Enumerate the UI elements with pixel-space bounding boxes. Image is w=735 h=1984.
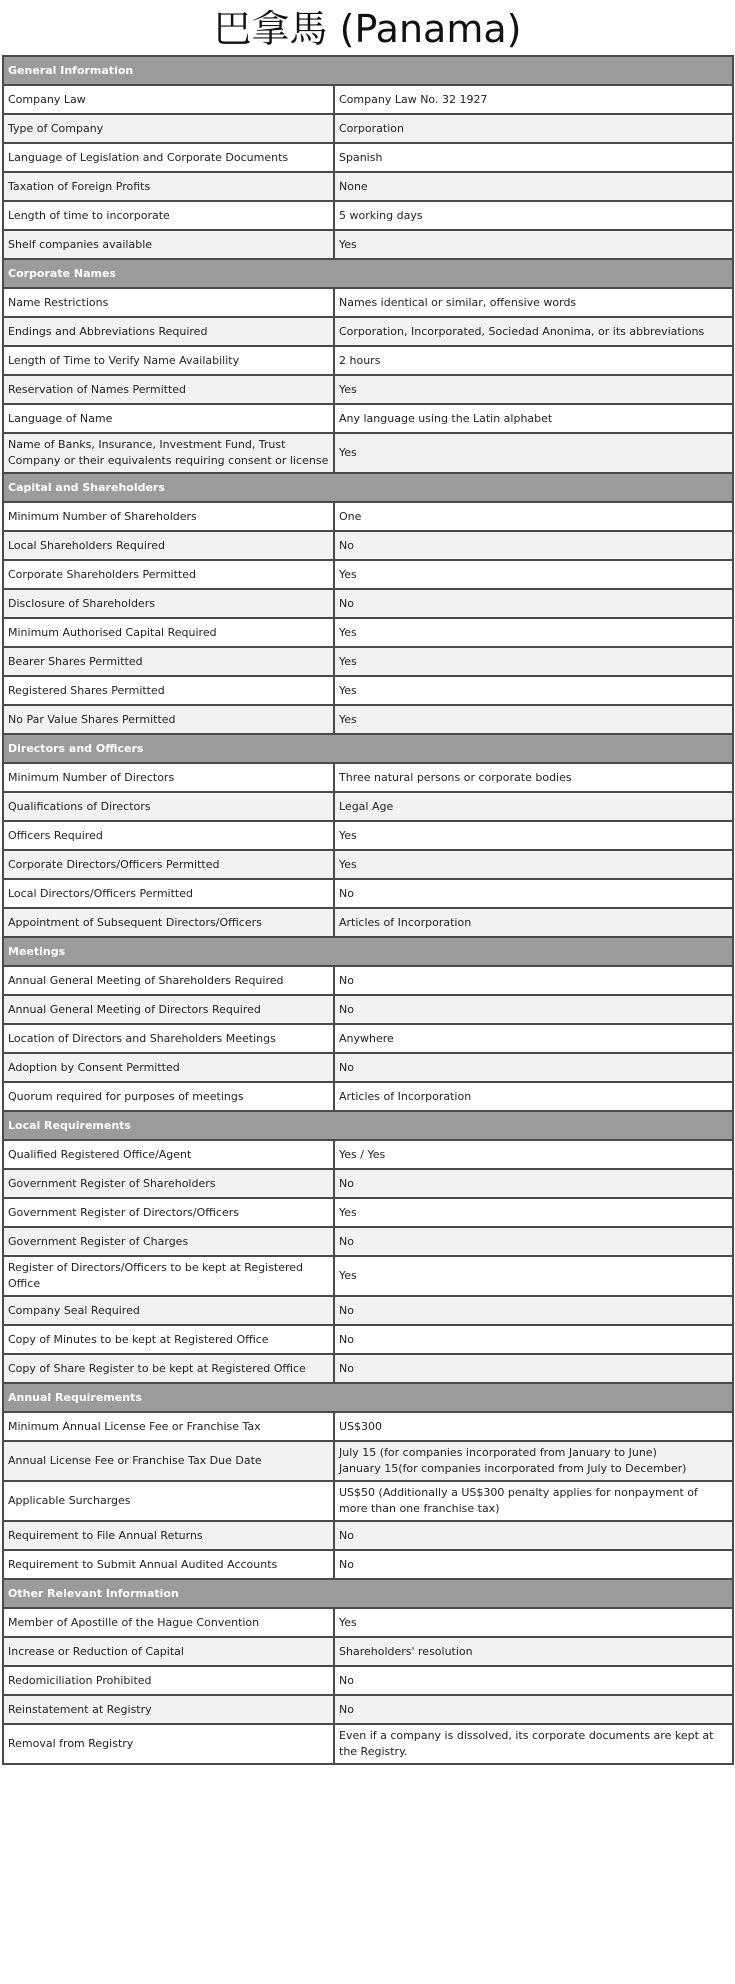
row-value: Yes bbox=[334, 1256, 733, 1296]
row-value: No bbox=[334, 1169, 733, 1198]
section-header bbox=[3, 1111, 733, 1140]
table-row bbox=[3, 404, 733, 433]
row-label: Requirement to File Annual Returns bbox=[3, 1521, 334, 1550]
row-label: Annual General Meeting of Directors Required bbox=[3, 995, 334, 1024]
table-row bbox=[3, 201, 733, 230]
table-row bbox=[3, 879, 733, 908]
row-value: Yes bbox=[334, 850, 733, 879]
table-row bbox=[3, 1550, 733, 1579]
section-header bbox=[3, 473, 733, 502]
row-label: Increase or Reduction of Capital bbox=[3, 1637, 334, 1666]
row-label: Minimum Authorised Capital Required bbox=[3, 618, 334, 647]
row-value: No bbox=[334, 1354, 733, 1383]
row-label: Reinstatement at Registry bbox=[3, 1695, 334, 1724]
table-row bbox=[3, 908, 733, 937]
row-value: No bbox=[334, 1296, 733, 1325]
section-title: Capital and Shareholders bbox=[3, 473, 733, 502]
row-value: No bbox=[334, 1325, 733, 1354]
table-row bbox=[3, 85, 733, 114]
row-value: No bbox=[334, 1695, 733, 1724]
table-row bbox=[3, 1354, 733, 1383]
row-value: No bbox=[334, 589, 733, 618]
row-label: Corporate Directors/Officers Permitted bbox=[3, 850, 334, 879]
table-row bbox=[3, 433, 733, 473]
row-value: US$50 (Additionally a US$300 penalty applies for nonpayment of more than one franchise tax) bbox=[334, 1481, 733, 1521]
table-row bbox=[3, 821, 733, 850]
row-label: Applicable Surcharges bbox=[3, 1481, 334, 1521]
row-value: No bbox=[334, 1550, 733, 1579]
table-row bbox=[3, 1227, 733, 1256]
row-value: Names identical or similar, offensive words bbox=[334, 288, 733, 317]
table-row bbox=[3, 531, 733, 560]
section-title: General Information bbox=[3, 56, 733, 85]
row-value: Corporation, Incorporated, Sociedad Anonima, or its abbreviations bbox=[334, 317, 733, 346]
section-title: Annual Requirements bbox=[3, 1383, 733, 1412]
row-label: Language of Name bbox=[3, 404, 334, 433]
row-value: No bbox=[334, 879, 733, 908]
row-value: Yes bbox=[334, 618, 733, 647]
table-row bbox=[3, 1082, 733, 1111]
table-row bbox=[3, 647, 733, 676]
row-label: Officers Required bbox=[3, 821, 334, 850]
row-label: Minimum Number of Shareholders bbox=[3, 502, 334, 531]
table-row bbox=[3, 143, 733, 172]
table-row bbox=[3, 676, 733, 705]
row-label: Government Register of Shareholders bbox=[3, 1169, 334, 1198]
row-value: No bbox=[334, 1666, 733, 1695]
row-label: Copy of Minutes to be kept at Registered Office bbox=[3, 1325, 334, 1354]
row-value: Yes bbox=[334, 433, 733, 473]
row-label: Register of Directors/Officers to be kept at Registered Office bbox=[3, 1256, 334, 1296]
table-row bbox=[3, 1053, 733, 1082]
row-value: Any language using the Latin alphabet bbox=[334, 404, 733, 433]
table-row bbox=[3, 618, 733, 647]
row-label: Location of Directors and Shareholders Meetings bbox=[3, 1024, 334, 1053]
row-label: Redomiciliation Prohibited bbox=[3, 1666, 334, 1695]
table-row bbox=[3, 114, 733, 143]
table-row bbox=[3, 1198, 733, 1227]
section-header bbox=[3, 56, 733, 85]
section-header bbox=[3, 937, 733, 966]
table-row bbox=[3, 1256, 733, 1296]
row-label: Language of Legislation and Corporate Documents bbox=[3, 143, 334, 172]
table-row bbox=[3, 346, 733, 375]
row-value: Yes bbox=[334, 1608, 733, 1637]
row-label: Minimum Annual License Fee or Franchise Tax bbox=[3, 1412, 334, 1441]
table-row bbox=[3, 1521, 733, 1550]
table-row bbox=[3, 1412, 733, 1441]
row-label: Length of time to incorporate bbox=[3, 201, 334, 230]
table-row bbox=[3, 230, 733, 259]
row-value: Articles of Incorporation bbox=[334, 1082, 733, 1111]
section-title: Corporate Names bbox=[3, 259, 733, 288]
company-info-table bbox=[2, 55, 734, 1765]
section-title: Meetings bbox=[3, 937, 733, 966]
table-row bbox=[3, 1024, 733, 1053]
section-title: Local Requirements bbox=[3, 1111, 733, 1140]
table-row bbox=[3, 1637, 733, 1666]
row-label: Copy of Share Register to be kept at Registered Office bbox=[3, 1354, 334, 1383]
page-title: 巴拿馬 (Panama) bbox=[213, 7, 522, 51]
row-label: Local Directors/Officers Permitted bbox=[3, 879, 334, 908]
row-value: Yes bbox=[334, 1198, 733, 1227]
table-row bbox=[3, 1441, 733, 1481]
row-value: No bbox=[334, 1521, 733, 1550]
row-label: Corporate Shareholders Permitted bbox=[3, 560, 334, 589]
row-label: Annual General Meeting of Shareholders Required bbox=[3, 966, 334, 995]
row-label: Length of Time to Verify Name Availability bbox=[3, 346, 334, 375]
table-row bbox=[3, 850, 733, 879]
row-label: Endings and Abbreviations Required bbox=[3, 317, 334, 346]
table-row bbox=[3, 172, 733, 201]
section-title: Directors and Officers bbox=[3, 734, 733, 763]
row-value: Even if a company is dissolved, its corporate documents are kept at the Registry. bbox=[334, 1724, 733, 1764]
row-label: Company Seal Required bbox=[3, 1296, 334, 1325]
table-row bbox=[3, 1695, 733, 1724]
table-row bbox=[3, 1481, 733, 1521]
row-label: Minimum Number of Directors bbox=[3, 763, 334, 792]
table-row bbox=[3, 502, 733, 531]
row-label: Member of Apostille of the Hague Convention bbox=[3, 1608, 334, 1637]
row-value: No bbox=[334, 1053, 733, 1082]
table-row bbox=[3, 288, 733, 317]
row-value: Anywhere bbox=[334, 1024, 733, 1053]
row-value: Articles of Incorporation bbox=[334, 908, 733, 937]
section-header bbox=[3, 259, 733, 288]
section-header bbox=[3, 1383, 733, 1412]
table-row bbox=[3, 1724, 733, 1764]
row-label: Appointment of Subsequent Directors/Officers bbox=[3, 908, 334, 937]
row-label: Government Register of Directors/Officers bbox=[3, 1198, 334, 1227]
row-label: Annual License Fee or Franchise Tax Due Date bbox=[3, 1441, 334, 1481]
row-value: Yes bbox=[334, 560, 733, 589]
row-value: Yes bbox=[334, 705, 733, 734]
table-row bbox=[3, 317, 733, 346]
row-label: Government Register of Charges bbox=[3, 1227, 334, 1256]
table-row bbox=[3, 1666, 733, 1695]
row-value: No bbox=[334, 966, 733, 995]
row-label: Registered Shares Permitted bbox=[3, 676, 334, 705]
row-value: Yes bbox=[334, 821, 733, 850]
table-row bbox=[3, 589, 733, 618]
row-value: Shareholders' resolution bbox=[334, 1637, 733, 1666]
row-value: One bbox=[334, 502, 733, 531]
row-label: Disclosure of Shareholders bbox=[3, 589, 334, 618]
row-value: Yes bbox=[334, 230, 733, 259]
row-value: Three natural persons or corporate bodies bbox=[334, 763, 733, 792]
row-value: July 15 (for companies incorporated from January to June) January 15(for companies incorporated from July to December) bbox=[334, 1441, 733, 1481]
row-value: Yes bbox=[334, 375, 733, 404]
row-label: Qualified Registered Office/Agent bbox=[3, 1140, 334, 1169]
section-title: Other Relevant Information bbox=[3, 1579, 733, 1608]
row-label: Company Law bbox=[3, 85, 334, 114]
table-row bbox=[3, 1140, 733, 1169]
section-header bbox=[3, 1579, 733, 1608]
table-row bbox=[3, 1296, 733, 1325]
row-label: Local Shareholders Required bbox=[3, 531, 334, 560]
row-value: None bbox=[334, 172, 733, 201]
row-label: Name Restrictions bbox=[3, 288, 334, 317]
row-value: 5 working days bbox=[334, 201, 733, 230]
row-value: 2 hours bbox=[334, 346, 733, 375]
row-label: Quorum required for purposes of meetings bbox=[3, 1082, 334, 1111]
row-value: Yes bbox=[334, 676, 733, 705]
row-label: Taxation of Foreign Profits bbox=[3, 172, 334, 201]
table-row bbox=[3, 966, 733, 995]
row-value: No bbox=[334, 531, 733, 560]
table-row bbox=[3, 763, 733, 792]
table-row bbox=[3, 1608, 733, 1637]
row-label: Type of Company bbox=[3, 114, 334, 143]
row-label: Reservation of Names Permitted bbox=[3, 375, 334, 404]
row-value: Corporation bbox=[334, 114, 733, 143]
row-value: Yes bbox=[334, 647, 733, 676]
table-row bbox=[3, 1169, 733, 1198]
row-label: No Par Value Shares Permitted bbox=[3, 705, 334, 734]
row-label: Requirement to Submit Annual Audited Accounts bbox=[3, 1550, 334, 1579]
row-label: Name of Banks, Insurance, Investment Fund, Trust Company or their equivalents requiring consent or license bbox=[3, 433, 334, 473]
row-value: No bbox=[334, 995, 733, 1024]
row-label: Shelf companies available bbox=[3, 230, 334, 259]
table-row bbox=[3, 1325, 733, 1354]
table-row bbox=[3, 705, 733, 734]
section-header bbox=[3, 734, 733, 763]
table-row bbox=[3, 792, 733, 821]
row-value: Company Law No. 32 1927 bbox=[334, 85, 733, 114]
row-value: Yes / Yes bbox=[334, 1140, 733, 1169]
row-label: Qualifications of Directors bbox=[3, 792, 334, 821]
row-label: Adoption by Consent Permitted bbox=[3, 1053, 334, 1082]
row-value: Spanish bbox=[334, 143, 733, 172]
table-row bbox=[3, 375, 733, 404]
row-label: Removal from Registry bbox=[3, 1724, 334, 1764]
row-value: Legal Age bbox=[334, 792, 733, 821]
row-value: US$300 bbox=[334, 1412, 733, 1441]
row-value: No bbox=[334, 1227, 733, 1256]
row-label: Bearer Shares Permitted bbox=[3, 647, 334, 676]
table-row bbox=[3, 560, 733, 589]
table-row bbox=[3, 995, 733, 1024]
